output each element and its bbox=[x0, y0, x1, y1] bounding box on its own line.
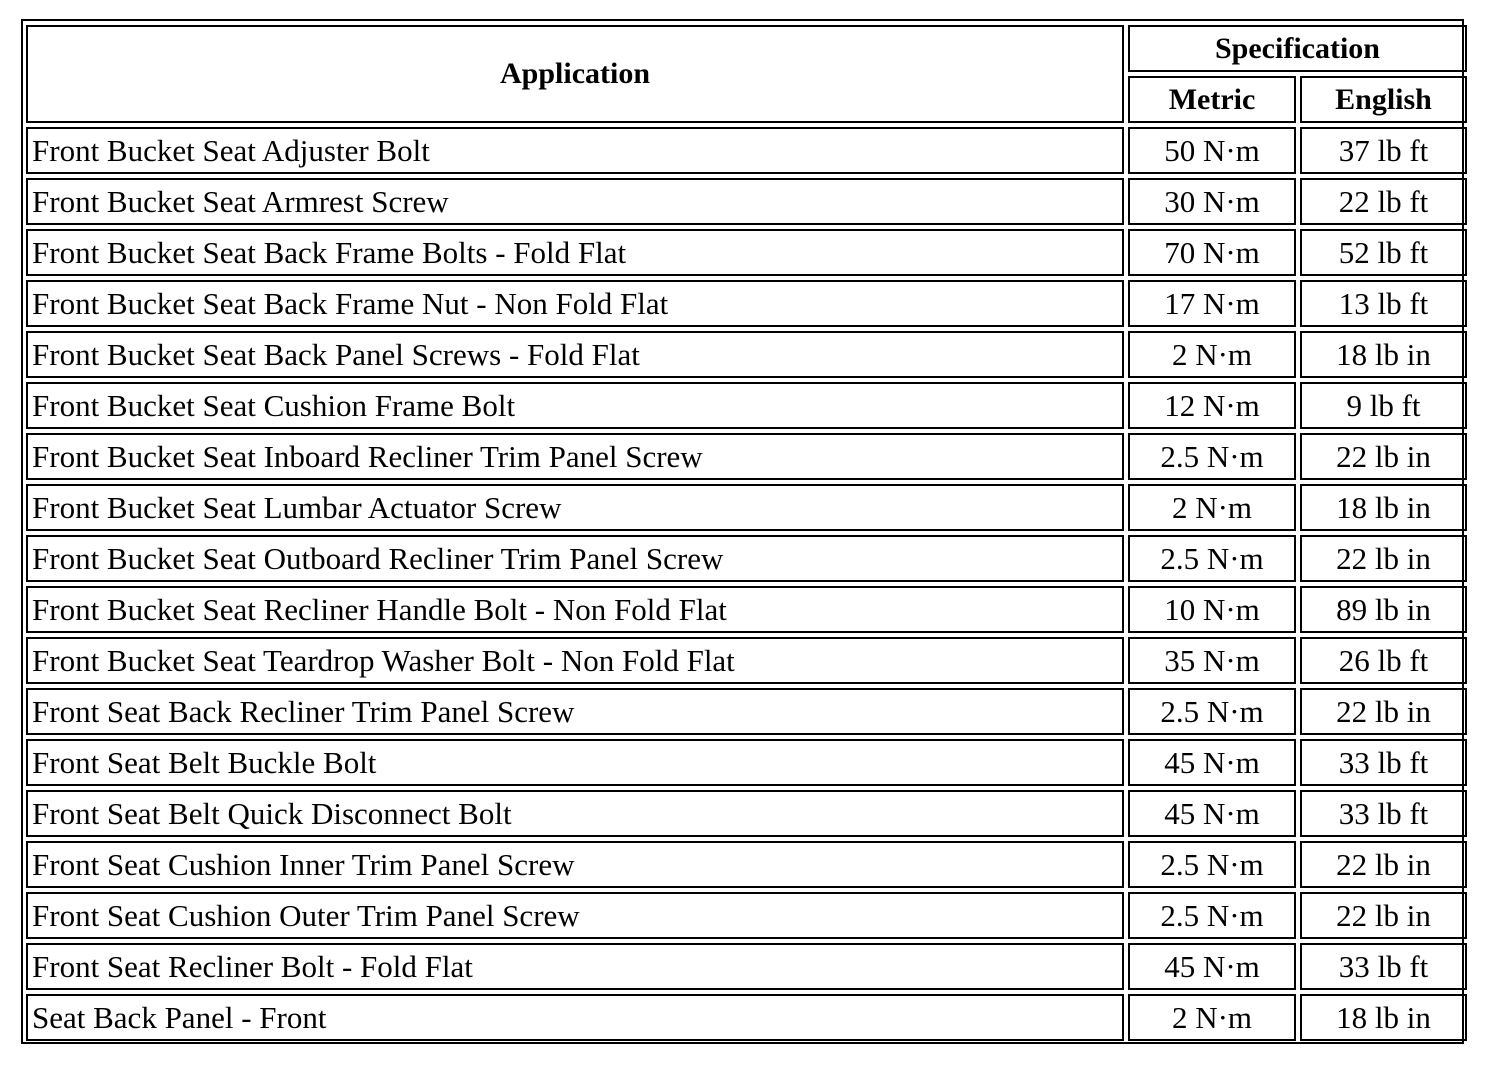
english-cell: 9 lb ft bbox=[1300, 382, 1467, 429]
application-cell: Front Bucket Seat Armrest Screw bbox=[26, 178, 1124, 225]
application-cell: Front Bucket Seat Lumbar Actuator Screw bbox=[26, 484, 1124, 531]
english-cell: 22 lb in bbox=[1300, 433, 1467, 480]
application-header: Application bbox=[26, 25, 1124, 123]
application-cell: Front Bucket Seat Cushion Frame Bolt bbox=[26, 382, 1124, 429]
english-cell: 33 lb ft bbox=[1300, 790, 1467, 837]
header-row-top bbox=[26, 25, 1467, 72]
table-row bbox=[26, 790, 1467, 837]
application-cell: Front Seat Belt Quick Disconnect Bolt bbox=[26, 790, 1124, 837]
english-header: English bbox=[1300, 76, 1467, 123]
english-cell: 22 lb in bbox=[1300, 535, 1467, 582]
english-cell: 18 lb in bbox=[1300, 994, 1467, 1041]
table-row bbox=[26, 178, 1467, 225]
metric-cell: 2 N·m bbox=[1128, 331, 1296, 378]
english-cell: 52 lb ft bbox=[1300, 229, 1467, 276]
metric-cell: 2 N·m bbox=[1128, 994, 1296, 1041]
application-cell: Seat Back Panel - Front bbox=[26, 994, 1124, 1041]
specification-header: Specification bbox=[1128, 25, 1467, 72]
application-cell: Front Seat Belt Buckle Bolt bbox=[26, 739, 1124, 786]
english-cell: 26 lb ft bbox=[1300, 637, 1467, 684]
english-cell: 37 lb ft bbox=[1300, 127, 1467, 174]
application-cell: Front Bucket Seat Adjuster Bolt bbox=[26, 127, 1124, 174]
english-cell: 33 lb ft bbox=[1300, 739, 1467, 786]
table-row bbox=[26, 229, 1467, 276]
application-cell: Front Seat Cushion Inner Trim Panel Screw bbox=[26, 841, 1124, 888]
table-row bbox=[26, 739, 1467, 786]
english-cell: 22 lb in bbox=[1300, 892, 1467, 939]
spec-table-frame bbox=[21, 19, 1464, 1044]
english-cell: 33 lb ft bbox=[1300, 943, 1467, 990]
application-cell: Front Seat Cushion Outer Trim Panel Screw bbox=[26, 892, 1124, 939]
table-row bbox=[26, 994, 1467, 1041]
metric-cell: 45 N·m bbox=[1128, 943, 1296, 990]
metric-cell: 45 N·m bbox=[1128, 790, 1296, 837]
metric-cell: 2.5 N·m bbox=[1128, 433, 1296, 480]
metric-cell: 35 N·m bbox=[1128, 637, 1296, 684]
application-cell: Front Bucket Seat Teardrop Washer Bolt - Non Fold Flat bbox=[26, 637, 1124, 684]
metric-cell: 17 N·m bbox=[1128, 280, 1296, 327]
metric-header: Metric bbox=[1128, 76, 1296, 123]
application-cell: Front Bucket Seat Back Frame Bolts - Fold Flat bbox=[26, 229, 1124, 276]
metric-cell: 10 N·m bbox=[1128, 586, 1296, 633]
english-cell: 18 lb in bbox=[1300, 331, 1467, 378]
metric-cell: 2.5 N·m bbox=[1128, 535, 1296, 582]
table-row bbox=[26, 892, 1467, 939]
english-cell: 13 lb ft bbox=[1300, 280, 1467, 327]
table-row bbox=[26, 688, 1467, 735]
table-row bbox=[26, 127, 1467, 174]
metric-cell: 50 N·m bbox=[1128, 127, 1296, 174]
english-cell: 18 lb in bbox=[1300, 484, 1467, 531]
spec-table-body bbox=[26, 127, 1467, 1041]
fastener-spec-table bbox=[22, 21, 1471, 1045]
table-row bbox=[26, 586, 1467, 633]
table-row bbox=[26, 484, 1467, 531]
table-row bbox=[26, 280, 1467, 327]
table-row bbox=[26, 382, 1467, 429]
metric-cell: 2 N·m bbox=[1128, 484, 1296, 531]
metric-cell: 2.5 N·m bbox=[1128, 892, 1296, 939]
application-cell: Front Bucket Seat Outboard Recliner Trim Panel Screw bbox=[26, 535, 1124, 582]
application-cell: Front Seat Back Recliner Trim Panel Screw bbox=[26, 688, 1124, 735]
application-cell: Front Bucket Seat Recliner Handle Bolt - Non Fold Flat bbox=[26, 586, 1124, 633]
metric-cell: 70 N·m bbox=[1128, 229, 1296, 276]
application-cell: Front Bucket Seat Back Panel Screws - Fold Flat bbox=[26, 331, 1124, 378]
metric-cell: 2.5 N·m bbox=[1128, 688, 1296, 735]
table-row bbox=[26, 535, 1467, 582]
metric-cell: 45 N·m bbox=[1128, 739, 1296, 786]
english-cell: 22 lb in bbox=[1300, 688, 1467, 735]
application-cell: Front Seat Recliner Bolt - Fold Flat bbox=[26, 943, 1124, 990]
table-row bbox=[26, 943, 1467, 990]
metric-cell: 30 N·m bbox=[1128, 178, 1296, 225]
english-cell: 22 lb ft bbox=[1300, 178, 1467, 225]
table-row bbox=[26, 433, 1467, 480]
application-cell: Front Bucket Seat Back Frame Nut - Non Fold Flat bbox=[26, 280, 1124, 327]
table-row bbox=[26, 637, 1467, 684]
english-cell: 89 lb in bbox=[1300, 586, 1467, 633]
english-cell: 22 lb in bbox=[1300, 841, 1467, 888]
metric-cell: 12 N·m bbox=[1128, 382, 1296, 429]
table-row bbox=[26, 841, 1467, 888]
table-row bbox=[26, 331, 1467, 378]
metric-cell: 2.5 N·m bbox=[1128, 841, 1296, 888]
application-cell: Front Bucket Seat Inboard Recliner Trim Panel Screw bbox=[26, 433, 1124, 480]
